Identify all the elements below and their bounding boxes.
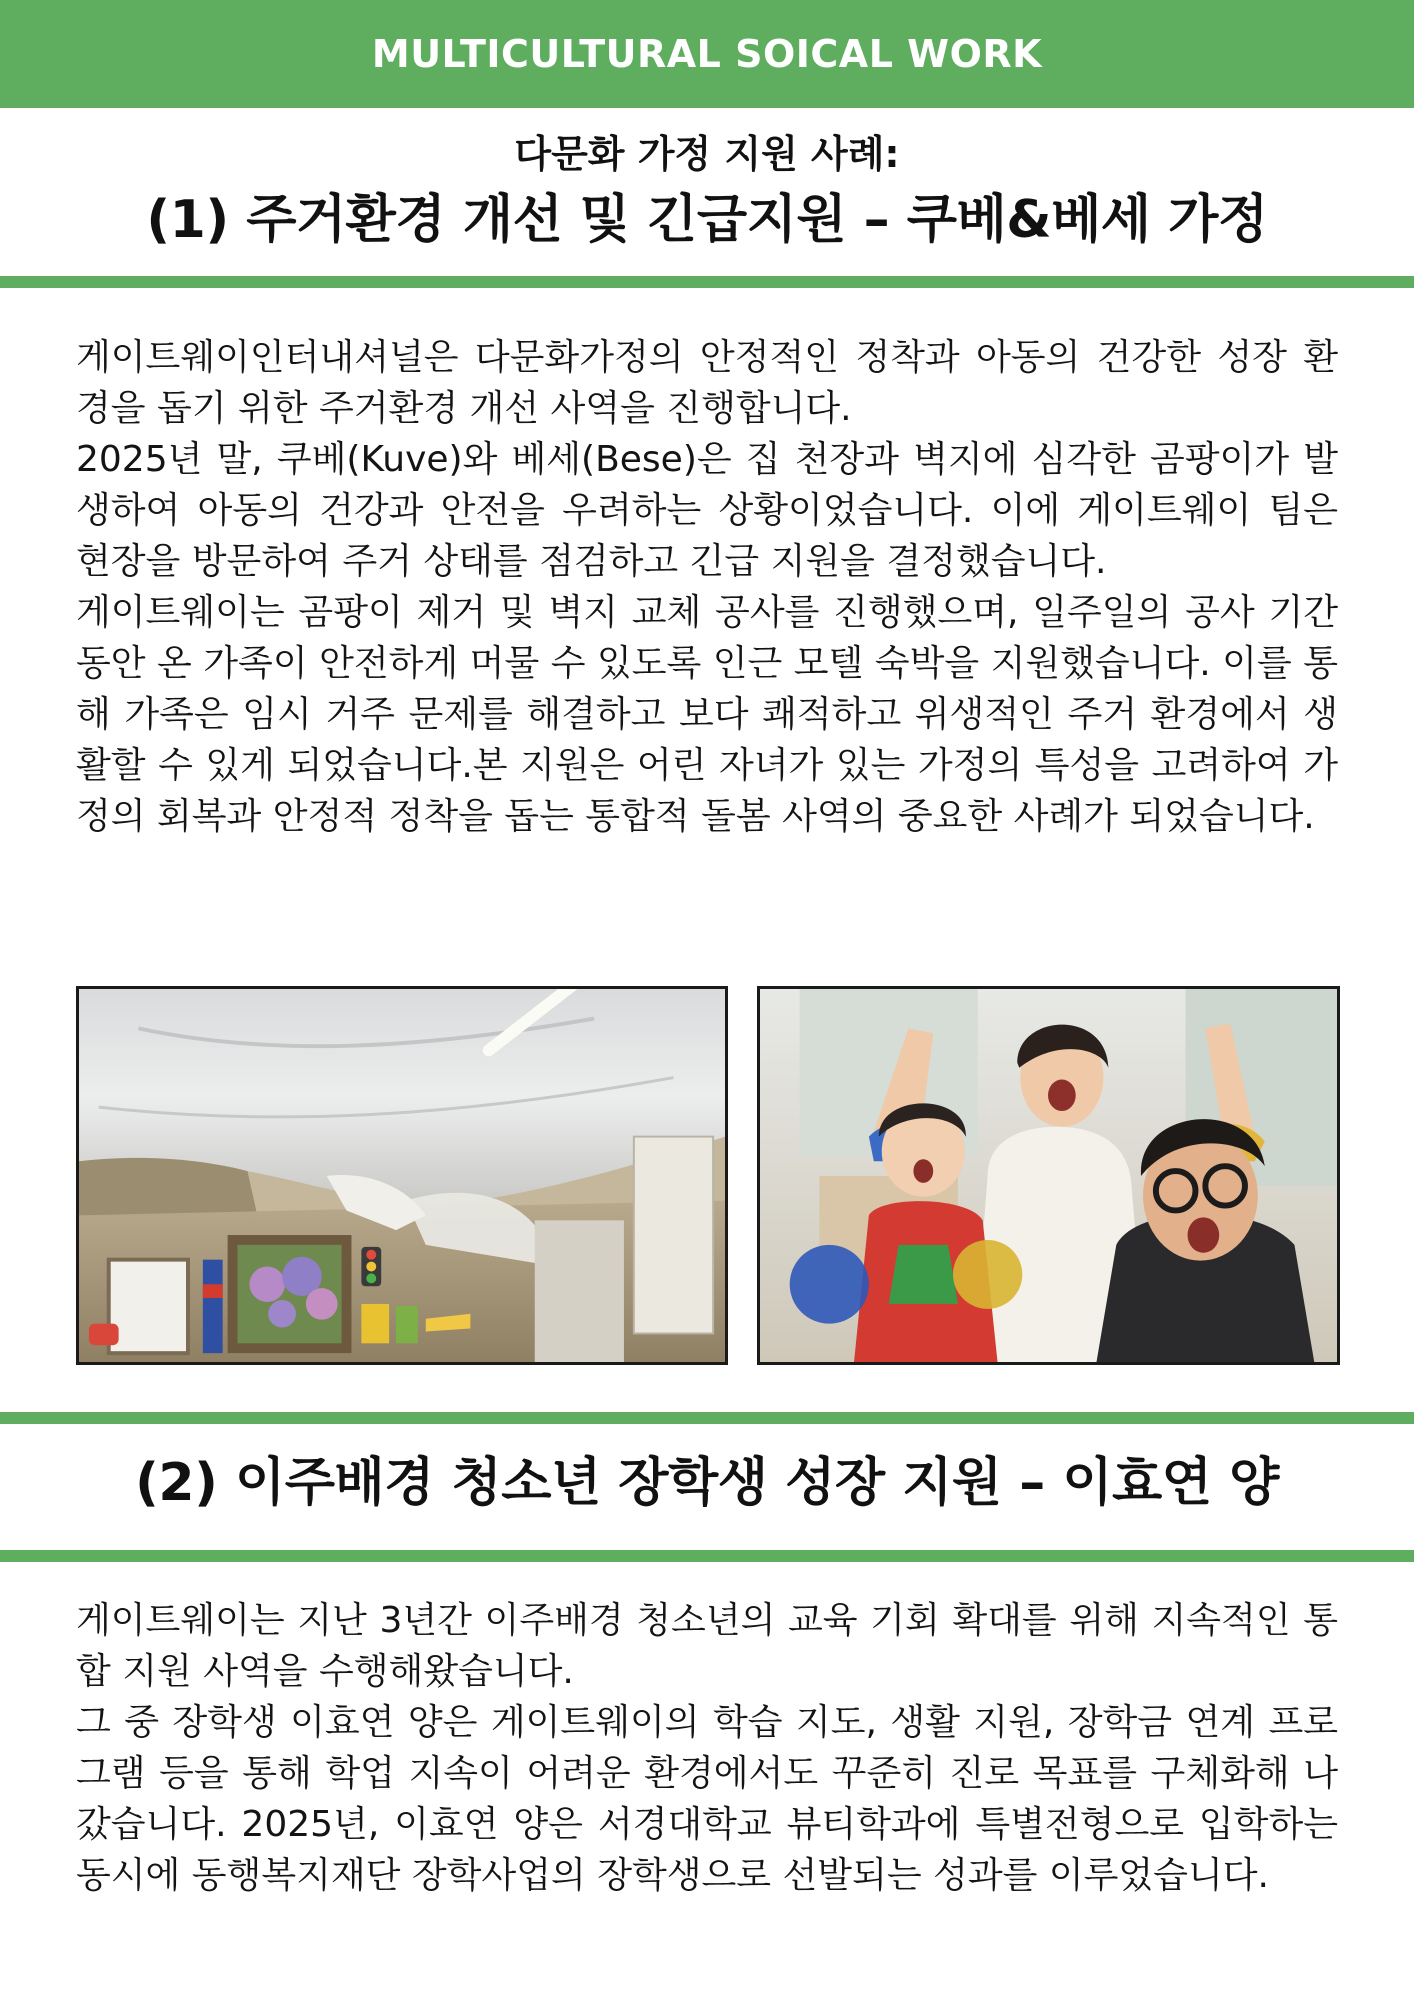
- section2-paragraph-2: 그 중 장학생 이효연 양은 게이트웨이의 학습 지도, 생활 지원, 장학금 연계 프로그램 등을 통해 학업 지속이 어려운 환경에서도 꾸준히 진로 목표를 구체화해 나갔습니다. 2025년, 이효연 양은 서경대학교 뷰티학과에 특별전형으로 입학하는 동시에 동행복지재단 장학사업의 장학생으로 선발되는 성과를 이루었습니다.: [76, 1702, 1338, 1896]
- section1-paragraph-2: 2025년 말, 쿠베(Kuve)와 베세(Bese)은 집 천장과 벽지에 심각한 곰팡이가 발생하여 아동의 건강과 안전을 우려하는 상황이었습니다. 이에 게이트웨이 팀은 현장을 방문하여 주거 상태를 점검하고 긴급 지원을 결정했습니다.: [76, 439, 1338, 582]
- ceiling-photo-illustration: [79, 989, 725, 1362]
- section2-paragraph-1: 게이트웨이는 지난 3년간 이주배경 청소년의 교육 기회 확대를 위해 지속적인 통합 지원 사역을 수행해왔습니다.: [76, 1600, 1338, 1692]
- section1-paragraph-3: 게이트웨이는 곰팡이 제거 및 벽지 교체 공사를 진행했으며, 일주일의 공사 기간 동안 온 가족이 안전하게 머물 수 있도록 인근 모텔 숙박을 지원했습니다. 이를 통해 가족은 임시 거주 문제를 해결하고 보다 쾌적하고 위생적인 주거 환경에서 생활할 수 있게 되었습니다.본 지원은 어린 자녀가 있는 가정의 특성을 고려하여 가정의 회복과 안정적 정착을 돕는 통합적 돌봄 사역의 중요한 사례가 되었습니다.: [76, 592, 1338, 837]
- header-banner: MULTICULTURAL SOICAL WORK: [0, 0, 1414, 108]
- divider: [0, 1550, 1414, 1562]
- section1-title: (1) 주거환경 개선 및 긴급지원 – 쿠베&베세 가정: [146, 190, 1268, 250]
- section2-title: (2) 이주배경 청소년 장학생 성장 지원 – 이효연 양: [135, 1453, 1279, 1513]
- divider: [0, 276, 1414, 288]
- divider: [0, 1412, 1414, 1424]
- family-photo: [757, 986, 1340, 1365]
- section2-body: [76, 1595, 1338, 1901]
- section1-paragraph-1: 게이트웨이인터내셔널은 다문화가정의 안정적인 정착과 아동의 건강한 성장 환경을 돕기 위한 주거환경 개선 사역을 진행합니다.: [76, 337, 1338, 429]
- section1-subtitle: 다문화 가정 지원 사례:: [514, 132, 900, 176]
- section1-body: [76, 332, 1338, 842]
- ceiling-photo: [76, 986, 728, 1365]
- family-photo-illustration: [760, 989, 1337, 1362]
